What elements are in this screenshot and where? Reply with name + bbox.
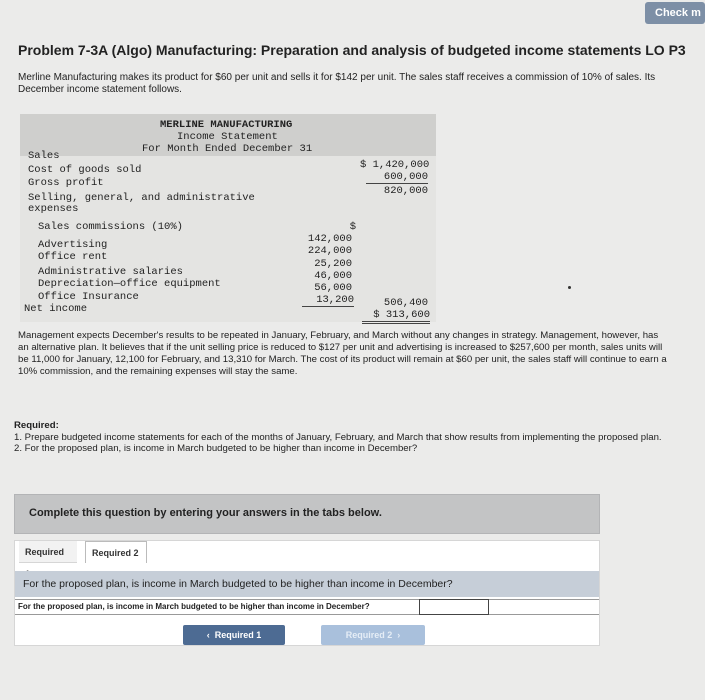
- required-item-1: 1. Prepare budgeted income statements for each of the months of January, February, and March that show results from implementing the proposed plan.: [14, 431, 662, 443]
- net-income-label: Net income: [24, 303, 88, 315]
- answer-row: [15, 599, 599, 615]
- sga-label-cont: expenses: [28, 203, 79, 215]
- prev-required-button[interactable]: [183, 625, 285, 645]
- problem-intro: Merline Manufacturing makes its product for $60 per unit and sells it for $142 per unit. The sales staff receives a commission of 10% of sales. Its December income statement follows.: [18, 72, 656, 95]
- check-button[interactable]: Check m: [645, 2, 705, 24]
- answer-row-label: For the proposed plan, is income in March budgeted to be higher than income in December?: [18, 602, 370, 611]
- tab-required-2[interactable]: Required 2: [85, 541, 147, 563]
- expense-value: 142,000: [307, 233, 352, 245]
- expense-value: 46,000: [314, 270, 352, 282]
- gross-profit-value: 820,000: [383, 185, 428, 197]
- statement-header: [20, 114, 436, 156]
- cogs-value: 600,000: [366, 171, 428, 184]
- gross-profit-label: Gross profit: [28, 177, 104, 189]
- statement-body: [20, 150, 436, 322]
- problem-title: Problem 7-3A (Algo) Manufacturing: Preparation and analysis of budgeted income statements LO P3: [18, 42, 686, 58]
- required-item-2: 2. For the proposed plan, is income in March budgeted to be higher than income in December?: [14, 443, 418, 454]
- answer-select[interactable]: [419, 599, 489, 615]
- expense-label: Office Insurance: [38, 291, 139, 303]
- expense-label: Advertising: [38, 239, 108, 251]
- next-label: Required 2: [345, 630, 393, 640]
- question-text: For the proposed plan, is income in March budgeted to be higher than income in December?: [15, 571, 599, 597]
- expense-label: Sales commissions (10%): [38, 221, 183, 233]
- expense-value: 13,200: [302, 294, 354, 307]
- instructions-banner: Complete this question by entering your answers in the tabs below.: [14, 494, 600, 534]
- chevron-left-icon: ‹: [206, 630, 210, 640]
- answer-tabs-panel: [14, 540, 600, 646]
- net-income-value: $ 313,600: [362, 309, 430, 324]
- expense-value: 25,200: [314, 258, 352, 270]
- company-name: MERLINE MANUFACTURING: [160, 119, 293, 131]
- statement-period: For Month Ended December 31: [142, 143, 313, 155]
- sales-label: Sales: [28, 150, 60, 162]
- scenario-text: Management expects December's results to be repeated in January, February, and March without any changes in strategy. Management, however, has an alternative plan. It believes that if the unit selling price is reduced to $127 per unit and advertising is increased to $257,600 per month, sales units will be 11,000 for January, 12,100 for February, and 13,310 for March. The cost of its product will remain at $60 per unit, the sales staff will continue to earn a 10% commission, and the remaining expenses will stay the same.: [18, 330, 667, 377]
- sales-value: $ 1,420,000: [360, 159, 430, 171]
- chevron-right-icon: ›: [397, 630, 401, 640]
- cogs-label: Cost of goods sold: [28, 164, 142, 176]
- expense-label: Depreciation—office equipment: [38, 278, 221, 290]
- expense-label: Administrative salaries: [38, 266, 183, 278]
- expense-value: 224,000: [307, 245, 352, 257]
- income-statement: [20, 114, 436, 322]
- dollar-sign: $: [349, 221, 356, 233]
- sga-label: Selling, general, and administrative: [28, 192, 255, 204]
- tab-required-1[interactable]: Required: [19, 541, 77, 563]
- stray-dot: [568, 286, 571, 289]
- expense-value: 56,000: [314, 282, 352, 294]
- statement-name: Income Statement: [177, 131, 278, 143]
- prev-label: Required 1: [214, 630, 262, 640]
- next-required-button[interactable]: [321, 625, 425, 645]
- required-section: [14, 420, 674, 455]
- expense-label: Office rent: [38, 251, 108, 263]
- total-expenses: 506,400: [383, 297, 428, 309]
- required-heading: Required:: [14, 420, 59, 431]
